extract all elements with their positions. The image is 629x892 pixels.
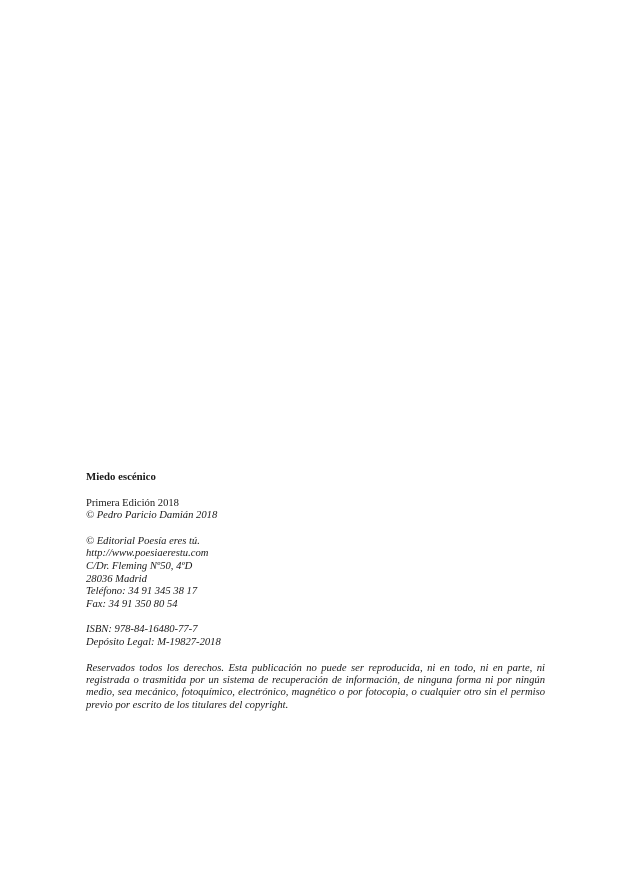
publisher-city: 28036 Madrid [86,573,147,585]
book-title: Miedo escénico [86,471,156,483]
publisher-street: C/Dr. Fleming Nº50, 4ºD [86,560,193,572]
legal-block [86,624,545,649]
first-edition: Primera Edición 2018 [86,497,179,509]
copyright-page [86,471,545,712]
publisher-website: http://www.poesiaerestu.com [86,548,209,560]
isbn: ISBN: 978-84-16480-77-7 [86,624,198,636]
edition-block [86,498,545,523]
publisher-phone: Teléfono: 34 91 345 38 17 [86,586,198,598]
publisher-fax: Fax: 34 91 350 80 54 [86,598,178,610]
rights-notice: Reservados todos los derechos. Esta publicación no puede ser reproducida, ni en todo, ni en parte, ni registrada o trasmitida por un sistema de recuperación de información, de ninguna forma ni por ningún medio, sea mecánico, fotoquímico, electrónico, magnético o por fotocopia, o cualquier otro sin el permiso previo por escrito de los titulares del copyright. [86,662,545,711]
legal-deposit: Depósito Legal: M-19827-2018 [86,636,221,648]
publisher-copyright: © Editorial Poesía eres tú. [86,535,200,547]
author-copyright: © Pedro Paricio Damián 2018 [86,510,218,522]
publisher-block [86,536,545,612]
